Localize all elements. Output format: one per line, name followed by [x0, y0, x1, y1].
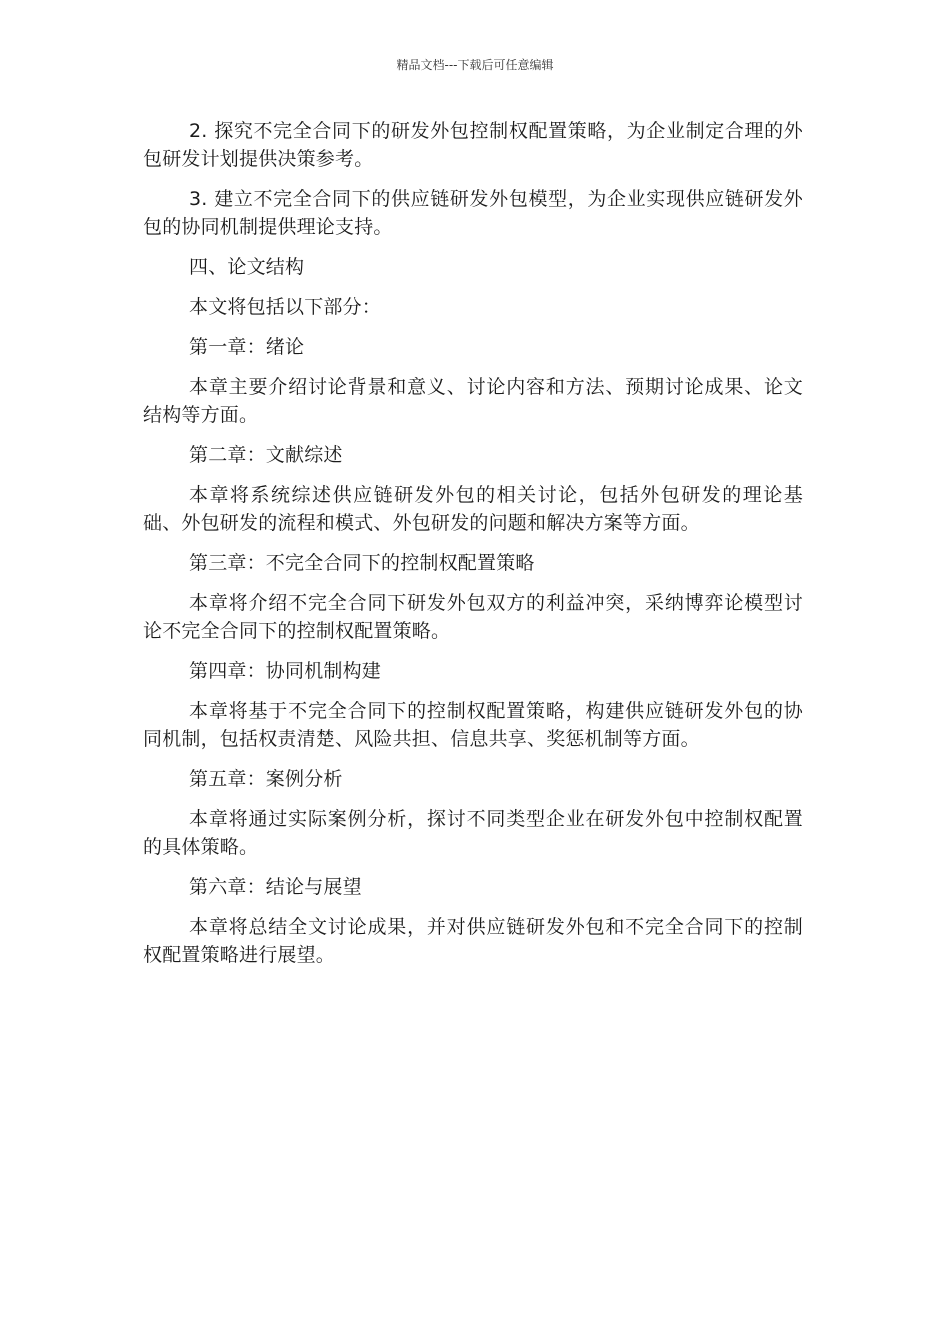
chapter-5-description: 本章将通过实际案例分析，探讨不同类型企业在研发外包中控制权配置的具体策略。 — [143, 808, 803, 858]
page-header: 精品文档---下载后可任意编辑 — [396, 58, 554, 72]
chapter-1-title: 第一章：绪论 — [189, 336, 305, 358]
chapter-6-title: 第六章：结论与展望 — [189, 876, 362, 898]
chapter-2-description: 本章将系统综述供应链研发外包的相关讨论，包括外包研发的理论基础、外包研发的流程和模式、外包研发的问题和解决方案等方面。 — [143, 484, 803, 534]
chapter-3-description: 本章将介绍不完全合同下研发外包双方的利益冲突，采纳博弈论模型讨论不完全合同下的控制权配置策略。 — [143, 592, 803, 642]
chapter-4-title: 第四章：协同机制构建 — [189, 660, 382, 682]
chapter-4-description: 本章将基于不完全合同下的控制权配置策略，构建供应链研发外包的协同机制，包括权责清楚、风险共担、信息共享、奖惩机制等方面。 — [143, 700, 803, 750]
objective-item-3: 3. 建立不完全合同下的供应链研发外包模型，为企业实现供应链研发外包的协同机制提供理论支持。 — [143, 188, 803, 238]
document-body — [143, 117, 803, 981]
section-heading-structure: 四、论文结构 — [189, 256, 305, 278]
chapter-3-title: 第三章：不完全合同下的控制权配置策略 — [189, 552, 535, 574]
chapter-2-title: 第二章：文献综述 — [189, 444, 343, 466]
structure-intro: 本文将包括以下部分： — [189, 296, 382, 318]
chapter-5-title: 第五章：案例分析 — [189, 768, 343, 790]
chapter-1-description: 本章主要介绍讨论背景和意义、讨论内容和方法、预期讨论成果、论文结构等方面。 — [143, 376, 803, 426]
objective-item-2: 2. 探究不完全合同下的研发外包控制权配置策略，为企业制定合理的外包研发计划提供决策参考。 — [143, 120, 803, 170]
chapter-6-description: 本章将总结全文讨论成果，并对供应链研发外包和不完全合同下的控制权配置策略进行展望。 — [143, 916, 803, 966]
